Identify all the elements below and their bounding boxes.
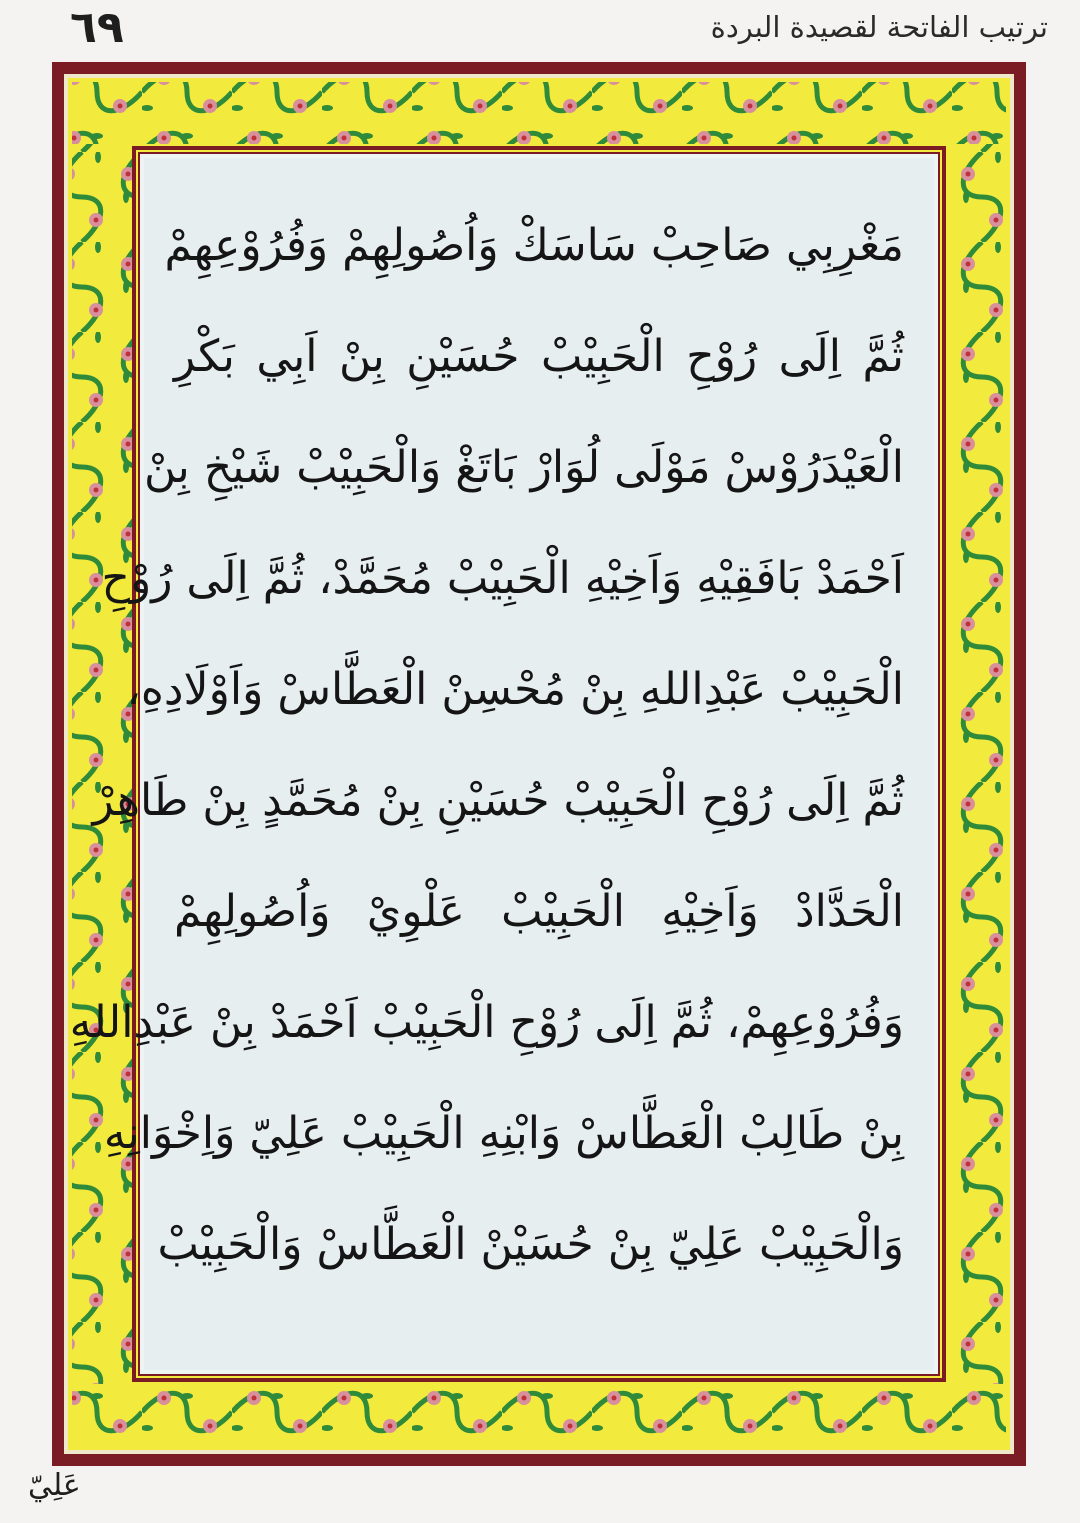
running-title: ترتيب الفاتحة لقصيدة البردة	[710, 10, 1048, 44]
text-line-4: اَحْمَدْ بَافَقِيْهِ وَاَخِيْهِ الْحَبِيْبْ مُحَمَّدْ، ثُمَّ اِلَى رُوْحِ	[101, 553, 904, 604]
text-line-8: وَفُرُوْعِهِمْ، ثُمَّ اِلَى رُوْحِ الْحَبِيْبْ اَحْمَدْ بِنْ عَبْدِاللهِ	[69, 997, 904, 1048]
ornamental-frame	[52, 62, 1026, 1466]
text-line-3: الْعَيْدَرُوْسْ مَوْلَى لُوَارْ بَاتَغْ وَالْحَبِيْبْ شَيْخِ بِنْ	[144, 442, 904, 493]
text-line-9: بِنْ طَالِبْ الْعَطَّاسْ وَابْنِهِ الْحَبِيْبْ عَلِيّ وَاِخْوَانِهِ	[103, 1108, 904, 1159]
text-line-5: الْحَبِيْبْ عَبْدِاللهِ بِنْ مُحْسِنْ الْعَطَّاسْ وَاَوْلَادِهِ،	[126, 664, 904, 715]
text-panel	[69, 152, 940, 1376]
text-line-6: ثُمَّ اِلَى رُوْحِ الْحَبِيْبْ حُسَيْنِ بِنْ مُحَمَّدٍ بِنْ طَاهِرْ	[92, 775, 904, 826]
text-line-2: ثُمَّ اِلَى رُوْحِ الْحَبِيْبْ حُسَيْنِ بِنْ اَبِي بَكْرِ	[174, 331, 904, 382]
text-line-7: الْحَدَّادْ وَاَخِيْهِ الْحَبِيْبْ عَلْوِيْ وَاُصُولِهِمْ	[174, 886, 904, 937]
text-line-10: وَالْحَبِيْبْ عَلِيّ بِنْ حُسَيْنْ الْعَطَّاسْ وَالْحَبِيْبْ	[157, 1219, 904, 1270]
page-number: ٦٩	[70, 2, 124, 53]
text-line-1: مَغْرِبِي صَاحِبْ سَاسَكْ وَاُصُولِهِمْ وَفُرُوْعِهِمْ	[164, 220, 904, 271]
catchword: عَلِيّ	[28, 1468, 81, 1503]
